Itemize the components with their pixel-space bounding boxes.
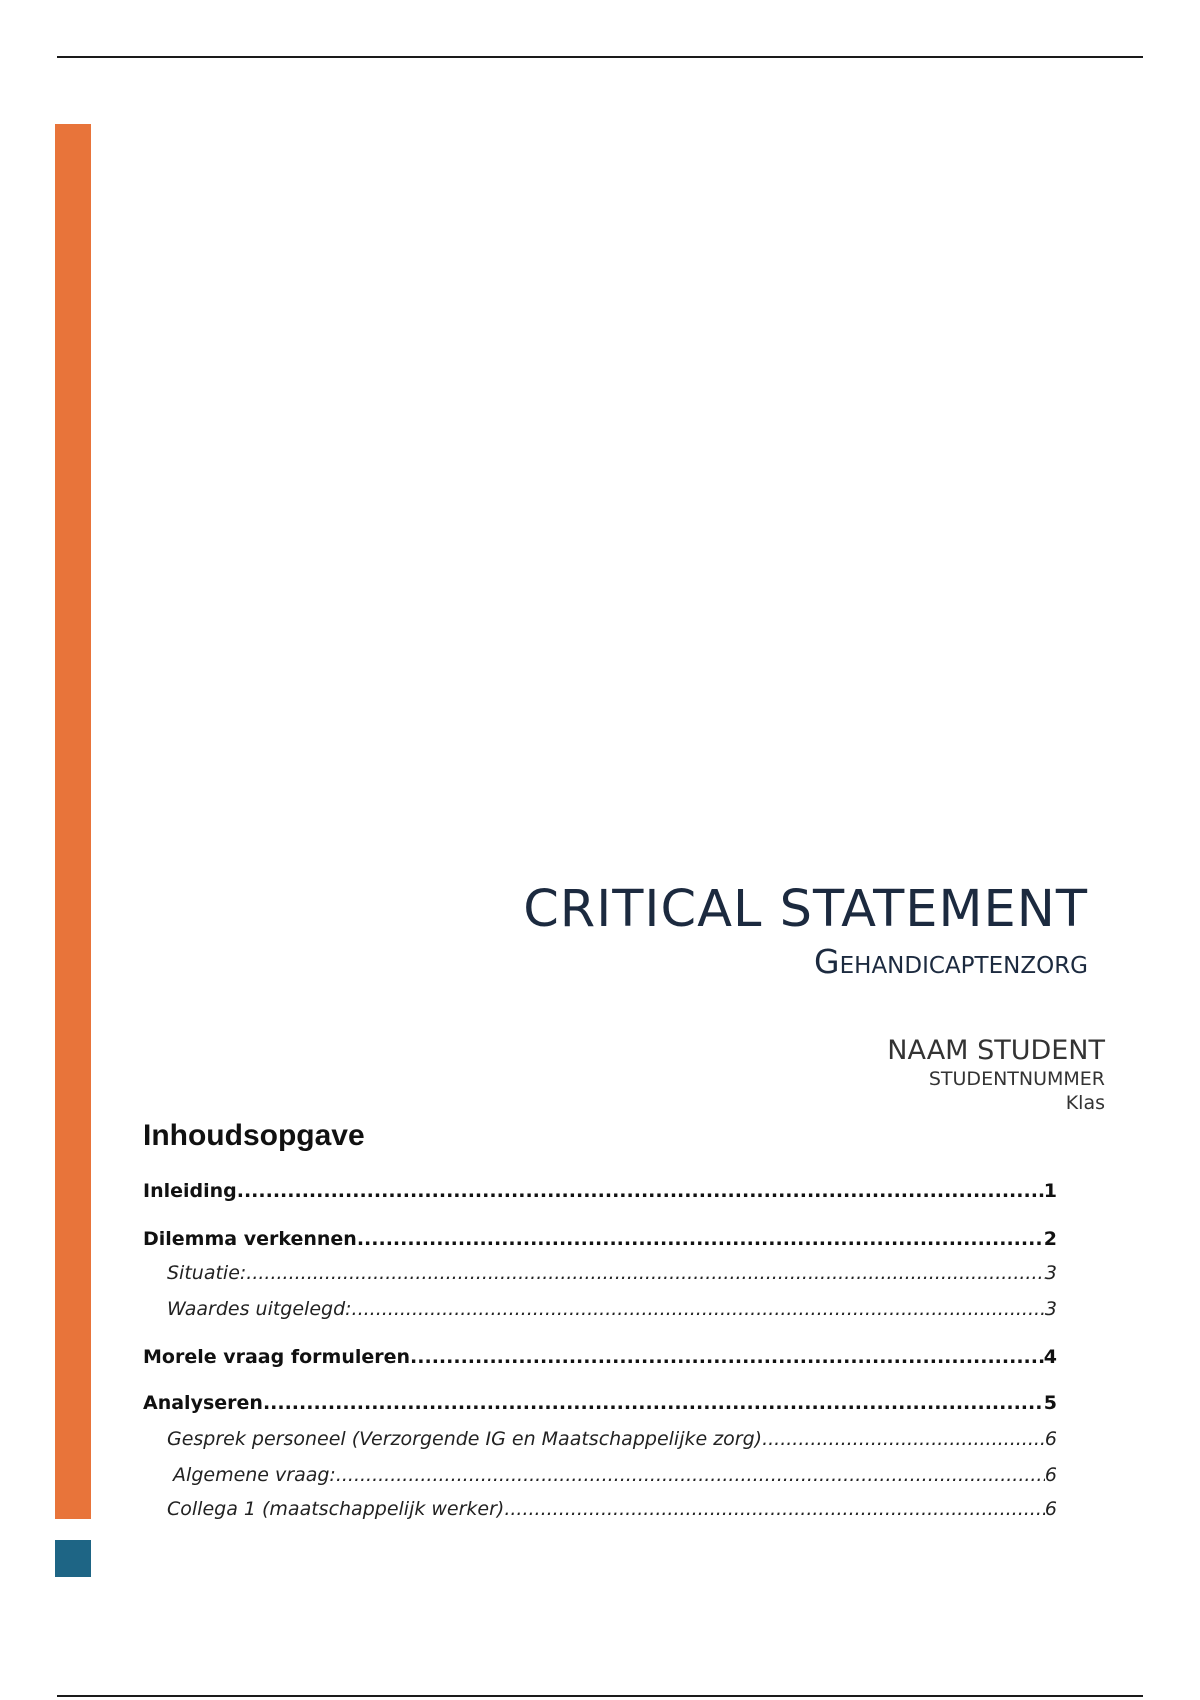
toc-entry-situatie[interactable] [143,1260,1057,1286]
toc-entry-morele-vraag[interactable] [143,1344,1057,1370]
orange-side-bar [55,124,91,1519]
toc-leader-dots [352,1296,1045,1322]
toc-page-number: 6 [1044,1428,1057,1450]
toc-entry-dilemma-verkennen[interactable] [143,1226,1057,1252]
toc-entry-text: Inleiding [143,1180,237,1202]
toc-leader-dots [357,1226,1044,1252]
toc-entry-text: Algemene vraag: [167,1464,336,1486]
toc-heading: Inhoudsopgave [143,1119,365,1152]
toc-entry-text: Situatie: [167,1262,247,1284]
toc-leader-dots [410,1344,1044,1370]
document-title: CRITICAL STATEMENT [523,880,1088,939]
toc-entry-text: Collega 1 (maatschappelijk werker) [167,1498,505,1520]
toc-leader-dots [762,1426,1045,1452]
blue-side-block [55,1540,91,1577]
toc-page-number: 2 [1043,1228,1057,1250]
toc-leader-dots [336,1462,1045,1488]
cover-title-block [523,880,1088,982]
toc-page-number: 6 [1044,1464,1057,1486]
toc-page-number: 5 [1043,1392,1057,1414]
toc-entry-text: Analyseren [143,1392,263,1414]
toc-entry-waardes-uitgelegd[interactable] [143,1296,1057,1322]
footer-rule [57,1695,1143,1697]
document-subtitle: Gehandicaptenzorg [814,942,1088,981]
toc-entry-analyseren[interactable] [143,1390,1057,1416]
toc-page-number: 3 [1044,1262,1057,1284]
toc-entry-text: Dilemma verkennen [143,1228,357,1250]
toc-page-number: 1 [1043,1180,1057,1202]
toc-entry-text: Gesprek personeel (Verzorgende IG en Maatschappelijke zorg) [167,1428,763,1450]
toc-entry-gesprek-personeel[interactable] [143,1426,1057,1452]
toc-leader-dots [504,1496,1045,1522]
toc-entry-text: Morele vraag formuleren [143,1346,411,1368]
toc-page-number: 6 [1044,1498,1057,1520]
toc-page-number: 4 [1043,1346,1057,1368]
table-of-contents [143,1116,1057,1522]
toc-entry-inleiding[interactable] [143,1178,1057,1204]
toc-leader-dots [246,1260,1045,1286]
toc-entry-text: Waardes uitgelegd: [167,1298,352,1320]
student-class: Klas [1065,1092,1105,1114]
toc-leader-dots [263,1390,1044,1416]
student-info [887,1035,1105,1115]
toc-page-number: 3 [1044,1298,1057,1320]
student-name: NAAM STUDENT [887,1035,1105,1066]
toc-entry-algemene-vraag[interactable] [143,1462,1057,1488]
student-number: STUDENTNUMMER [928,1068,1105,1090]
header-rule [57,56,1143,58]
toc-entry-collega-1[interactable] [143,1496,1057,1522]
toc-leader-dots [237,1178,1044,1204]
